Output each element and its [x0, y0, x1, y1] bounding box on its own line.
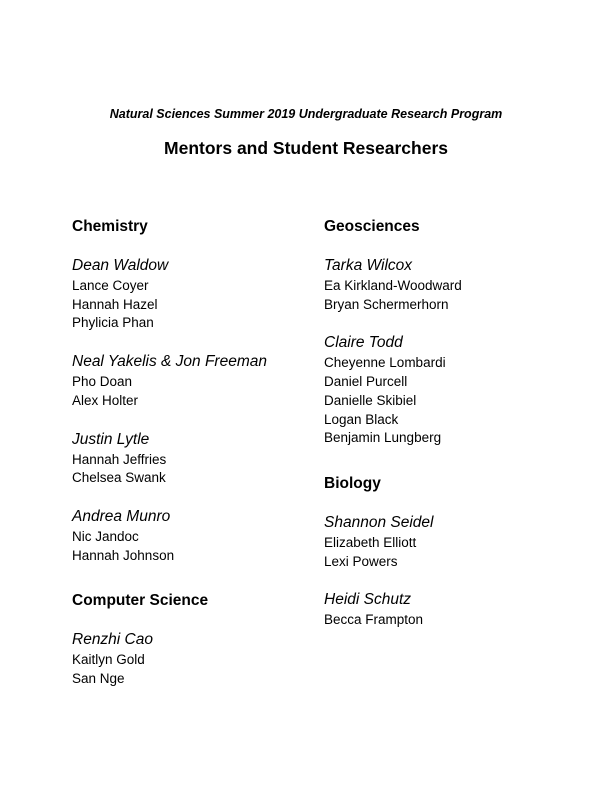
department-heading: Geosciences: [324, 218, 420, 235]
mentor-name: Renzhi Cao: [72, 631, 153, 649]
student-name: Hannah Hazel: [72, 296, 158, 312]
student-name: Ea Kirkland-Woodward: [324, 278, 462, 293]
mentor-group: [72, 353, 302, 410]
mentor-group: [72, 631, 302, 688]
mentor-name: Neal Yakelis & Jon Freeman: [72, 353, 267, 371]
department-heading: Computer Science: [72, 592, 209, 610]
mentor-group: [324, 257, 554, 314]
student-name: Lance Coyer: [72, 278, 149, 293]
mentor-name: Heidi Schutz: [324, 591, 412, 609]
department-section-biology: [324, 474, 554, 630]
page-title: Mentors and Student Researchers: [164, 138, 448, 158]
department-section-geosciences: [324, 217, 554, 448]
student-name: Alex Holter: [72, 392, 139, 408]
student-name: Chelsea Swank: [72, 470, 166, 486]
student-name: Daniel Purcell: [324, 374, 408, 390]
mentor-group: [72, 431, 302, 488]
student-name: Benjamin Lungberg: [324, 430, 442, 446]
mentor-group: [324, 514, 554, 571]
mentor-name: Shannon Seidel: [324, 513, 434, 531]
mentor-name: Andrea Munro: [72, 507, 171, 525]
mentor-group: [72, 257, 302, 333]
department-section-computer-science: [72, 591, 302, 688]
student-name: Logan Black: [324, 411, 399, 427]
student-name: Lexi Powers: [324, 553, 398, 569]
mentor-group: [324, 591, 554, 630]
student-name: Danielle Skibiel: [324, 392, 417, 408]
mentor-name: Claire Todd: [324, 334, 403, 352]
student-name: Becca Frampton: [324, 612, 424, 628]
mentor-group: [72, 508, 302, 565]
student-name: Bryan Schermerhorn: [324, 296, 449, 312]
program-title: Natural Sciences Summer 2019 Undergraduate Research Program: [109, 107, 503, 121]
student-name: Elizabeth Elliott: [324, 534, 417, 550]
student-name: Phylicia Phan: [72, 315, 154, 331]
mentor-name: Justin Lytle: [72, 430, 150, 448]
mentor-name: Dean Waldow: [72, 257, 169, 274]
right-column: [324, 217, 554, 630]
mentor-group: [324, 334, 554, 448]
student-name: Cheyenne Lombardi: [324, 355, 446, 371]
department-heading: Chemistry: [72, 218, 148, 235]
student-name: Hannah Jeffries: [72, 451, 167, 467]
student-name: Nic Jandoc: [72, 528, 139, 544]
student-name: San Nge: [72, 671, 125, 687]
student-name: Kaitlyn Gold: [72, 652, 145, 668]
student-name: Hannah Johnson: [72, 547, 175, 563]
department-heading: Biology: [324, 474, 381, 492]
mentor-name: Tarka Wilcox: [324, 257, 413, 274]
student-name: Pho Doan: [72, 374, 133, 390]
left-column: [72, 217, 302, 689]
department-section-chemistry: [72, 217, 302, 565]
